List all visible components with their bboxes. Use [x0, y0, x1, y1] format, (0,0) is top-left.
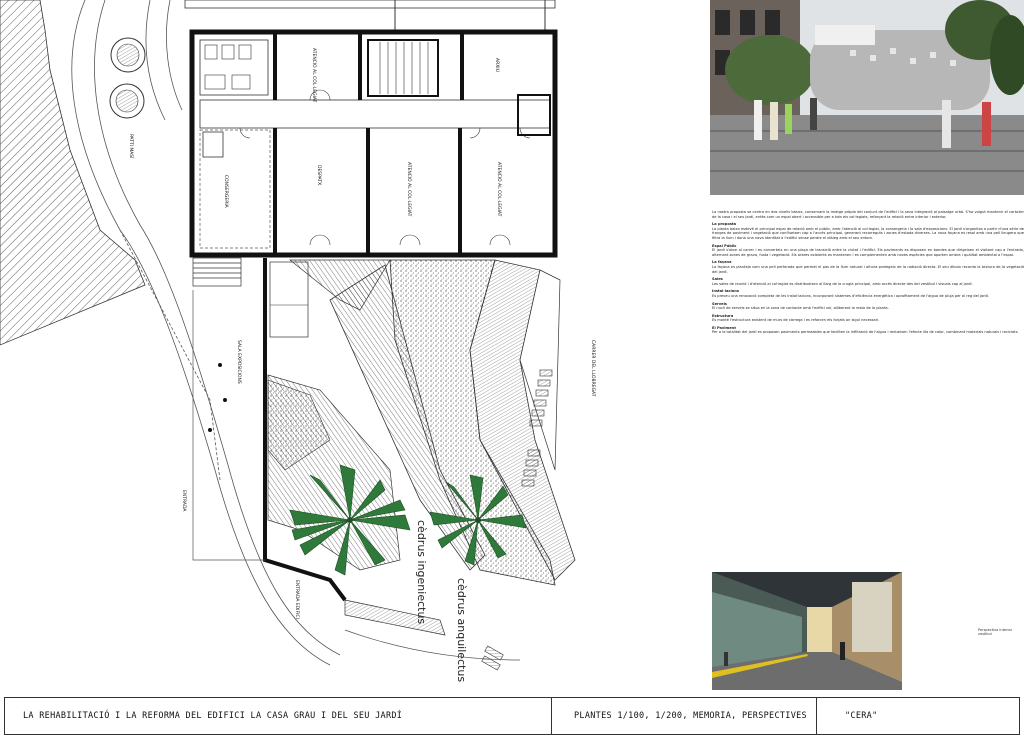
title-block	[4, 697, 1020, 735]
memoria-heading: La proposta	[712, 222, 737, 227]
label-tree-2: cèdrus anquilectus	[455, 578, 468, 683]
label-atencio-top: ATENCIÓ AL COL·LEGIAT	[311, 48, 316, 103]
label-arxiu: ARXIU	[494, 58, 499, 72]
memoria-paragraph: Les sales de reunió i d'atenció al col·legiat es distribueixen al llarg de la crugia principal, amb accés directe des del vestíbul i visuals cap al jardí.	[712, 281, 973, 286]
memoria-intro: La nostra proposta se centra en dos nivells bàsics, conservant la imatge pròpia del conjunt de l'edifici i la seva integració al paisatge urbà. S'ha volgut mantenir el caràcter de la casa i el seu jardí, entès com un espai obert i accessible per a tots els col·legiats, reforçant la relació entre interior i exterior.	[712, 210, 1024, 219]
tree-round-2	[110, 84, 144, 118]
memoria-paragraph: Es manté l'estructura existent de murs de càrrega i es reforcen els forjats on sigui necessari.	[712, 318, 880, 323]
perspective-interior	[712, 572, 902, 690]
tree-round-1	[111, 38, 145, 72]
building	[185, 0, 555, 286]
memoria-paragraph: El jardí s'obre al carrer i es converteix en una plaça de transició entre la ciutat i l'edifici. Els paviments es disposen en bandes que dirigeixen el visitant cap a l'entrada, alternant zones de grava, fusta i vegetació. Els arbres existents es mantenen i es complementen amb noves espècies que aporten ombra i qualitat ambiental a l'espai.	[712, 248, 1024, 257]
label-atencio-mid1: ATENCIÓ AL COL·LEGIAT	[406, 162, 411, 217]
perspective-caption: Perspectiva interior vestíbul	[978, 628, 1013, 636]
label-entrada: ENTRADA	[181, 490, 186, 512]
project-code: "CERA"	[845, 711, 878, 721]
label-atencio-mid2: ATENCIÓ AL COL·LEGIAT	[496, 162, 501, 217]
memoria-heading: Estructura	[712, 313, 734, 318]
memoria-heading: Serveis	[712, 301, 727, 306]
memoria-heading: Espai Públic	[712, 243, 737, 248]
label-sala-exposicions: SALA EXPOSICIONS	[236, 340, 241, 384]
memoria-paragraph: El nucli de serveis se situa en la zona de contacte amb l'edifici veí, alliberant la resta de la planta.	[712, 306, 889, 311]
memoria-paragraph: Es preveu una renovació completa de les instal·lacions, incorporant sistemes d'eficiència energètica i aprofitament de l'aigua de pluja per al reg del jardí.	[712, 293, 989, 298]
label-carrer: CARRER DEL LLOBREGAT	[590, 340, 595, 397]
memoria-paragraph: La façana es planteja com una pell perforada que permet el pas de la llum natural i alhora protegeix de la radiació directa. El seu dibuix recorda la textura de la vegetació del jardí.	[712, 264, 1024, 274]
memoria-heading: Sales	[712, 277, 723, 282]
memoria-paragraph: Per a la totalitat del jardí es proposen paviments permeables que faciliten la infiltració de l'aigua i redueixen l'efecte illa de calor, combinant materials naturals i reciclats.	[712, 330, 1019, 335]
memoria-heading: Instal·lacions	[712, 289, 739, 294]
label-consergeria: CONSERGERIA	[223, 175, 228, 208]
sheet-title: PLANTES 1/100, 1/200, MEMORIA, PERSPECTIVES	[552, 698, 817, 734]
memoria-heading: La façana	[712, 260, 732, 265]
perspective-exterior	[710, 0, 1024, 195]
memoria-heading: El Paviment	[712, 325, 736, 330]
memoria-text	[712, 210, 1024, 555]
project-title: LA REHABILITACIÓ I LA REFORMA DEL EDIFICI LA CASA GRAU I DEL SEU JARDÍ	[5, 698, 552, 734]
memoria-paragraph: La planta baixa esdevé el principal espai de relació amb el públic, amb l'atenció al col·legiat, la consergeria i la sala d'exposicions. El jardí s'organitza a partir d'una sèrie de franges de paviment i vegetació que conflueixen cap a l'accés principal, generant recorreguts i zones d'estada diverses. La nova façana es resol amb una pell lleugera que filtra la llum i dona una nova identitat a l'edifici sense perdre el diàleg amb el seu entorn.	[712, 226, 1024, 240]
label-tree-1: cèdrus ingeniectus	[415, 520, 428, 625]
label-entrada-edifici: ENTRADA EDIFICI	[294, 580, 299, 619]
label-despatx: DESPATX	[316, 165, 321, 186]
label-patti: PATTI MASÍ	[128, 134, 133, 159]
